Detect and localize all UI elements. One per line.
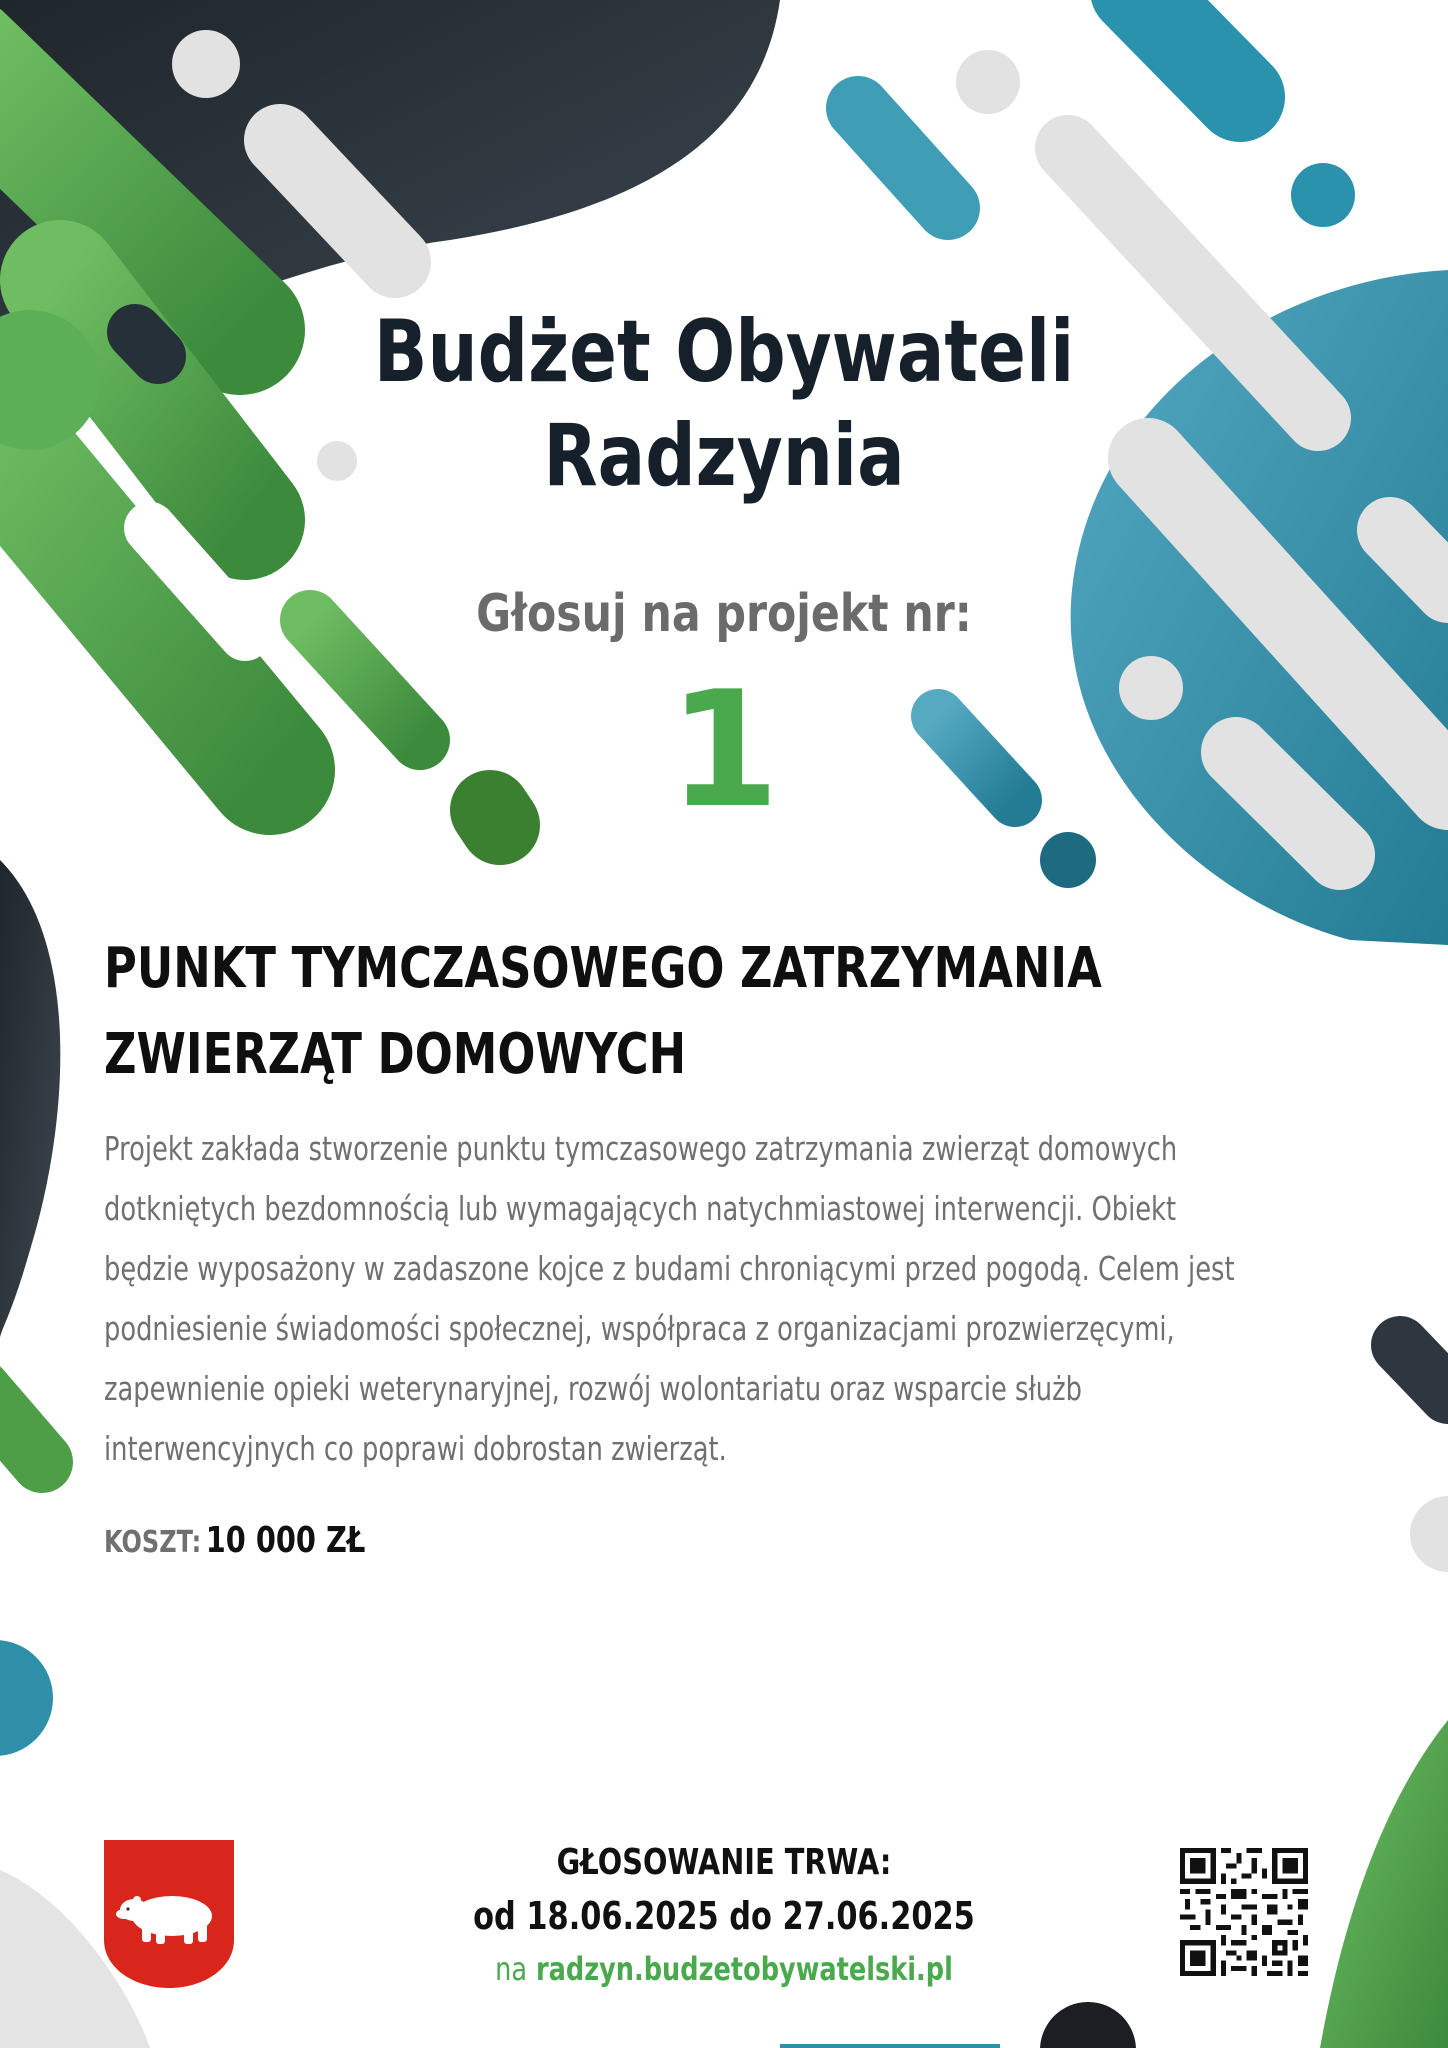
qr-code-icon[interactable] xyxy=(1180,1848,1308,1976)
title-line-1: Budżet Obywateli xyxy=(373,302,1075,402)
voting-period xyxy=(436,1838,1012,1994)
voting-dates: od 18.06.2025 do 27.06.2025 xyxy=(473,1894,975,1938)
title-line-2: Radzynia xyxy=(543,406,905,506)
url-prefix: na xyxy=(495,1950,528,1988)
voting-label: GŁOSOWANIE TRWA: xyxy=(556,1842,892,1883)
description-line: podniesienie świadomości społecznej, współpraca z organizacjami prozwierzęcymi, xyxy=(104,1309,1175,1348)
description-line: Projekt zakłada stworzenie punktu tymczasowego zatrzymania zwierząt domowych xyxy=(104,1129,1178,1168)
description-line: będzie wyposażony w zadaszone kojce z budami chroniącymi przed pogodą. Celem jest xyxy=(104,1249,1235,1288)
description-line: dotkniętych bezdomnością lub wymagających natychmiastowej interwencji. Obiekt xyxy=(104,1189,1177,1228)
voting-url-link[interactable]: radzyn.budzetobywatelski.pl xyxy=(535,1950,953,1988)
project-cost xyxy=(104,1520,365,1561)
project-number: 1 xyxy=(668,656,780,843)
project-title: PUNKT TYMCZASOWEGO ZATRZYMANIA ZWIERZĄT DOMOWYCH xyxy=(104,936,1102,1087)
vote-label: Głosuj na projekt nr: xyxy=(476,584,972,644)
description-line: zapewnienie opieki weterynaryjnej, rozwój wolontariatu oraz wsparcie służb xyxy=(104,1369,1082,1408)
cost-label: KOSZT: xyxy=(104,1525,202,1560)
page-title xyxy=(130,300,1317,508)
coat-of-arms-icon xyxy=(104,1840,234,1988)
description-line: interwencyjnych co poprawi dobrostan zwierząt. xyxy=(104,1429,727,1468)
voting-url-line xyxy=(436,1944,1012,1994)
cost-value: 10 000 ZŁ xyxy=(205,1520,366,1561)
project-description xyxy=(104,1119,1282,1479)
